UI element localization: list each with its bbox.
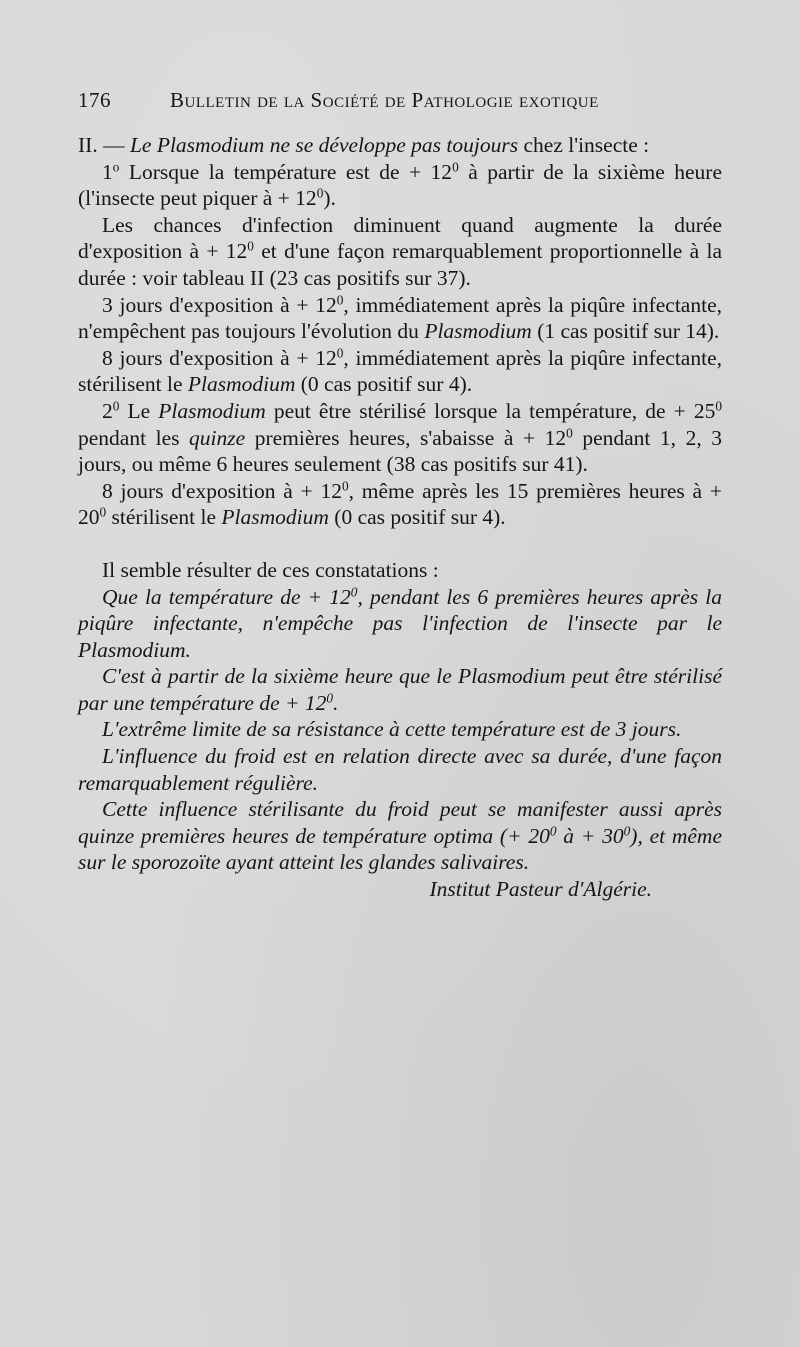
text-run: , pendant les 6 premières heures après la piqûre infectante, n'empêche pas l'infection de l'insecte par le Plasmodium.: [78, 584, 722, 662]
text-run: pendant 1, 2, 3 jours, ou même 6 heures seulement (38 cas positifs sur 41).: [78, 425, 722, 477]
paragraph-8-days-after-15h: [78, 478, 722, 531]
italic-term: Plasmodium: [424, 319, 532, 344]
degree-mark: 0: [326, 690, 334, 706]
degree-mark: 0: [350, 584, 358, 600]
conclusion-5: [78, 796, 722, 876]
italic-term: Plasmodium: [187, 372, 296, 397]
point-number: 2: [102, 398, 113, 423]
paragraph-3-days: [78, 292, 722, 345]
section-number: II. —: [78, 133, 130, 157]
degree-mark: 0: [549, 823, 557, 839]
text-run: Que la température de + 12: [102, 584, 351, 609]
degree-mark: 0: [452, 159, 459, 175]
text-run: Le: [119, 398, 159, 423]
running-title: Bulletin de la Société de Pathologie exotique: [170, 88, 599, 112]
text-run: C'est à partir de la sixième heure que le Plasmodium peut être stérilisé par une température de + 12: [78, 664, 722, 715]
italic-term: quinze: [189, 425, 246, 450]
degree-mark: 0: [247, 239, 254, 255]
article-body: [78, 132, 722, 903]
text-run: peut être stérilisé lorsque la température, de + 25: [265, 398, 716, 423]
text-run: (0 cas positif sur 4).: [328, 505, 506, 530]
paragraph-point-1: [78, 159, 722, 212]
text-run: 8 jours d'exposition à + 12: [102, 478, 342, 503]
paragraph-point-2: [78, 398, 722, 478]
degree-mark: 0: [316, 185, 324, 201]
section-heading-tail: chez l'insecte :: [518, 133, 650, 157]
conclusion-2: [78, 663, 722, 716]
text-run: ).: [323, 186, 336, 211]
degree-mark: 0: [336, 292, 344, 308]
running-header: [78, 88, 720, 114]
degree-mark: 0: [99, 504, 107, 520]
conclusion-3: L'extrême limite de sa résistance à cette température est de 3 jours.: [102, 717, 682, 742]
degree-mark: 0: [715, 398, 722, 414]
italic-term: Plasmodium: [158, 398, 266, 423]
paragraph-8-days: [78, 345, 722, 398]
degree-mark: 0: [566, 425, 573, 441]
degree-mark: 0: [341, 478, 349, 494]
paragraph-section-heading: [78, 132, 722, 159]
paragraph-conclusions-intro: Il semble résulter de ces constatations :: [102, 557, 439, 582]
text-run: ), et même sur le sporozoïte ayant atteint les glandes salivaires.: [78, 823, 722, 875]
page-number: 176: [78, 88, 111, 112]
text-run: .: [333, 690, 339, 715]
text-run: 3 jours d'exposition à + 12: [102, 292, 337, 317]
text-run: Lorsque la température est de + 12: [119, 159, 453, 184]
text-run: 8 jours d'exposition à + 12: [102, 345, 337, 370]
text-run: pendant les: [78, 425, 190, 450]
point-number: 1: [102, 159, 113, 184]
conclusion-1: [78, 584, 722, 664]
text-run: Cette influence stérilisante du froid peut se manifester aussi après quinze premières heures de température optima (+ 20: [78, 797, 722, 848]
italic-term: Plasmodium: [221, 505, 329, 530]
section-heading-italic: Le Plasmodium ne se développe pas toujours: [129, 133, 519, 157]
text-run: , immédiatement après la piqûre infectante, stérilisent le: [78, 345, 722, 397]
text-run: Les chances d'infection diminuent quand augmente la durée d'exposition à + 12: [78, 212, 722, 264]
text-run: (0 cas positif sur 4).: [295, 372, 473, 397]
text-run: et d'une façon remarquablement proportionnelle à la durée : voir tableau II (23 cas positifs sur 37).: [78, 239, 723, 290]
text-run: stérilisent le: [106, 505, 222, 530]
paragraph-chances: [78, 212, 722, 292]
ordinal-mark: o: [112, 159, 120, 175]
degree-mark: 0: [336, 345, 344, 361]
text-run: , immédiatement après la piqûre infectante, n'empêchent pas toujours l'évolution du: [78, 292, 722, 344]
text-run: , même après les 15 premières heures à + 20: [78, 478, 722, 530]
institution-signature: Institut Pasteur d'Algérie.: [429, 877, 652, 902]
degree-mark: 0: [623, 823, 631, 839]
text-run: à + 30: [556, 823, 624, 848]
text-run: à partir de la sixième heure (l'insecte peut piquer à + 12: [78, 159, 723, 211]
ordinal-mark: 0: [112, 398, 120, 414]
text-run: (1 cas positif sur 14).: [531, 319, 720, 344]
text-run: premières heures, s'abaisse à + 12: [245, 425, 567, 450]
conclusion-4: L'influence du froid est en relation directe avec sa durée, d'une façon remarquablement régulière.: [78, 744, 722, 795]
